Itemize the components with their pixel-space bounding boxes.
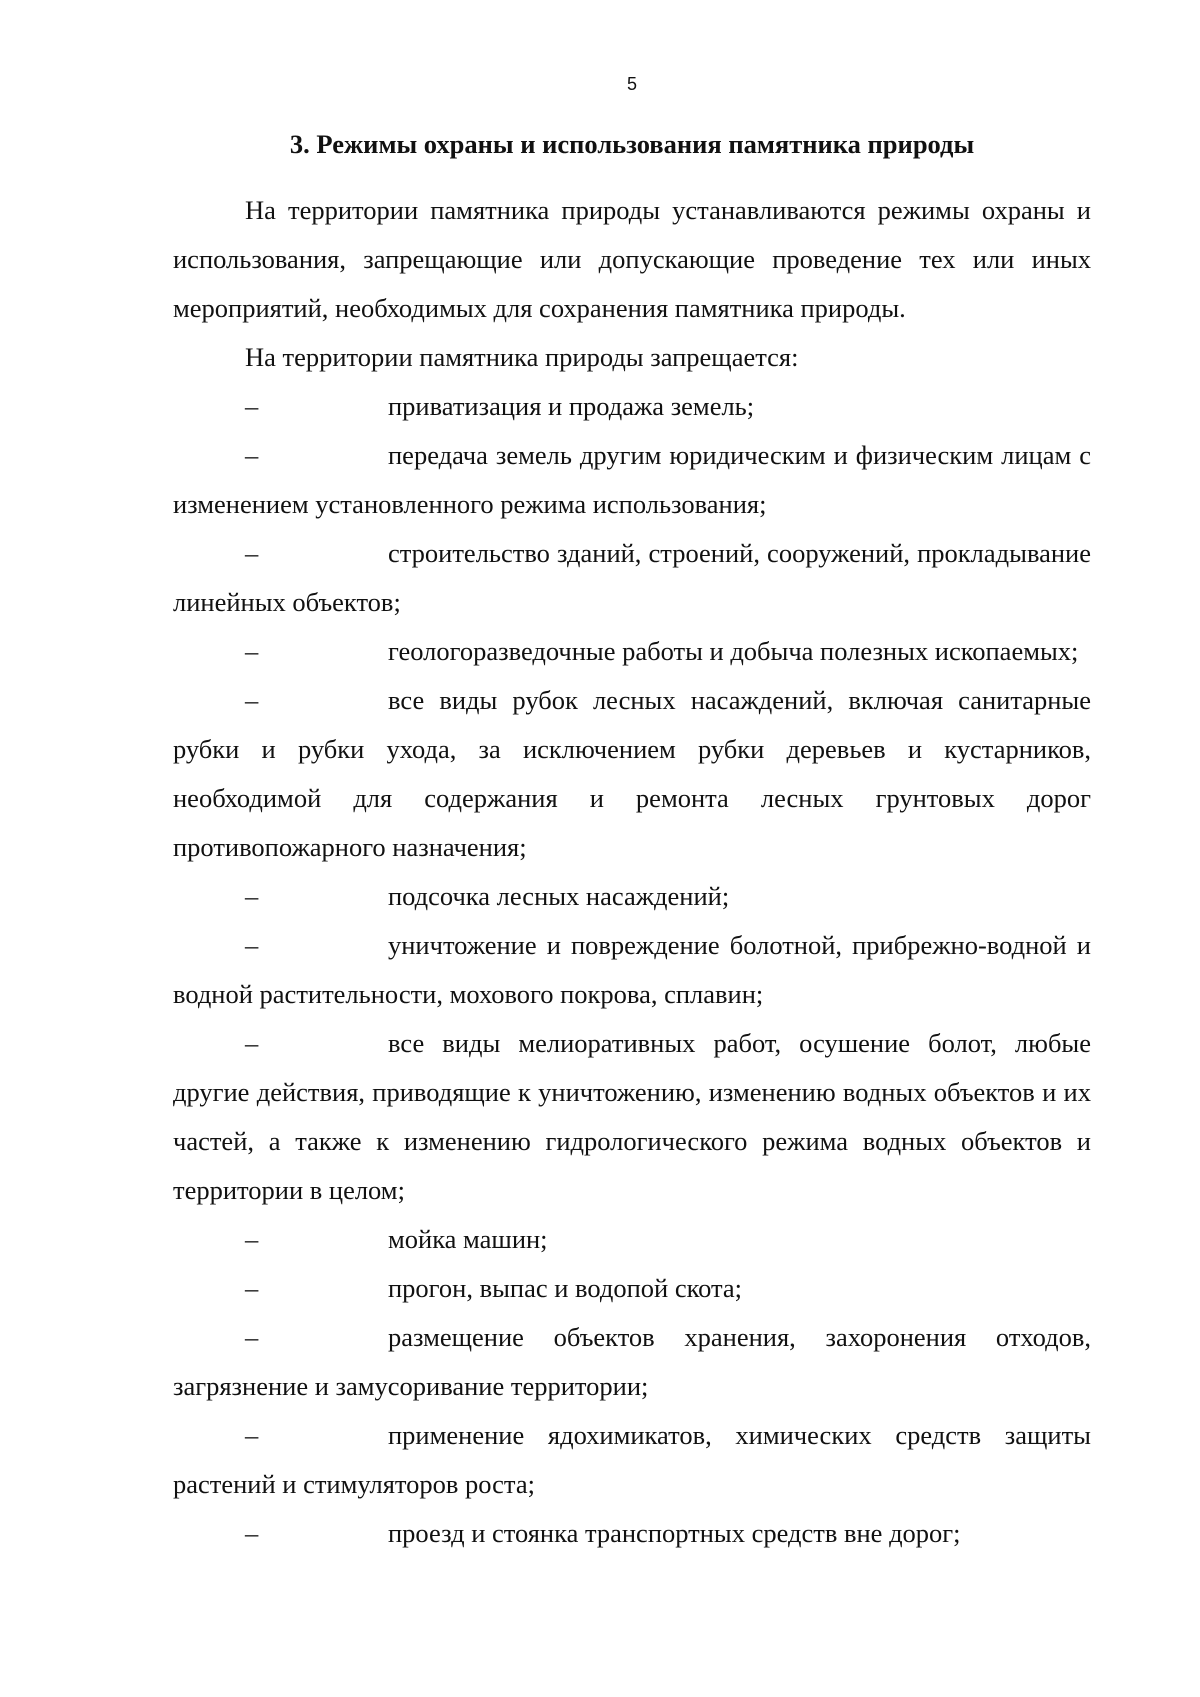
list-item-text: геологоразведочные работы и добыча полезных ископаемых; — [388, 636, 1079, 666]
list-item — [173, 1264, 1091, 1313]
list-item-text: приватизация и продажа земель; — [388, 391, 755, 421]
list-item-text: передача земель другим юридическим и физическим лицам с изменением установленного режима использования; — [173, 440, 1091, 519]
list-item-text: размещение объектов хранения, захоронения отходов, загрязнение и замусоривание территории; — [173, 1322, 1091, 1401]
list-dash: – — [245, 1518, 259, 1548]
list-item — [173, 921, 1091, 1019]
list-dash: – — [245, 391, 259, 421]
list-dash: – — [245, 1028, 259, 1058]
list-item — [173, 1509, 1091, 1558]
list-dash: – — [245, 930, 259, 960]
document-body — [173, 186, 1091, 1558]
list-item-text: все виды мелиоративных работ, осушение болот, любые другие действия, приводящие к уничтожению, изменению водных объектов и их частей, а также к изменению гидрологического режима водных объектов и территории в целом; — [173, 1028, 1091, 1205]
list-item-text: проезд и стоянка транспортных средств вне дорог; — [388, 1518, 961, 1548]
list-item-text: подсочка лесных насаждений; — [388, 881, 730, 911]
list-item — [173, 1313, 1091, 1411]
list-item — [173, 382, 1091, 431]
list-item-text: применение ядохимикатов, химических средств защиты растений и стимуляторов роста; — [173, 1420, 1091, 1499]
page-number: 5 — [626, 74, 637, 94]
list-item — [173, 529, 1091, 627]
list-item — [173, 1215, 1091, 1264]
list-dash: – — [245, 636, 259, 666]
list-item-text: уничтожение и повреждение болотной, прибрежно-водной и водной растительности, мохового покрова, сплавин; — [173, 930, 1091, 1009]
list-item — [173, 676, 1091, 872]
list-item — [173, 1411, 1091, 1509]
list-dash: – — [245, 538, 259, 568]
intro-paragraph: На территории памятника природы устанавливаются режимы охраны и использования, запрещающие или допускающие проведение тех или иных мероприятий, необходимых для сохранения памятника природы. — [173, 195, 1091, 323]
list-item-text: мойка машин; — [388, 1224, 548, 1254]
list-item-text: все виды рубок лесных насаждений, включая санитарные рубки и рубки ухода, за исключением рубки деревьев и кустарников, необходимой для содержания и ремонта лесных грунтовых дорог противопожарного назначения; — [173, 685, 1091, 862]
list-dash: – — [245, 685, 259, 715]
list-dash: – — [245, 1322, 259, 1352]
list-dash: – — [245, 1224, 259, 1254]
section-title: 3. Режимы охраны и использования памятника природы — [289, 129, 975, 159]
list-item — [173, 627, 1091, 676]
prohibitions-lead-in: На территории памятника природы запрещается: — [245, 342, 799, 372]
list-item — [173, 872, 1091, 921]
list-dash: – — [245, 1420, 259, 1450]
list-item — [173, 431, 1091, 529]
list-dash: – — [245, 440, 259, 470]
list-dash: – — [245, 1273, 259, 1303]
list-item-text: прогон, выпас и водопой скота; — [388, 1273, 743, 1303]
list-item — [173, 1019, 1091, 1215]
list-item-text: строительство зданий, строений, сооружений, прокладывание линейных объектов; — [173, 538, 1091, 617]
list-dash: – — [245, 881, 259, 911]
